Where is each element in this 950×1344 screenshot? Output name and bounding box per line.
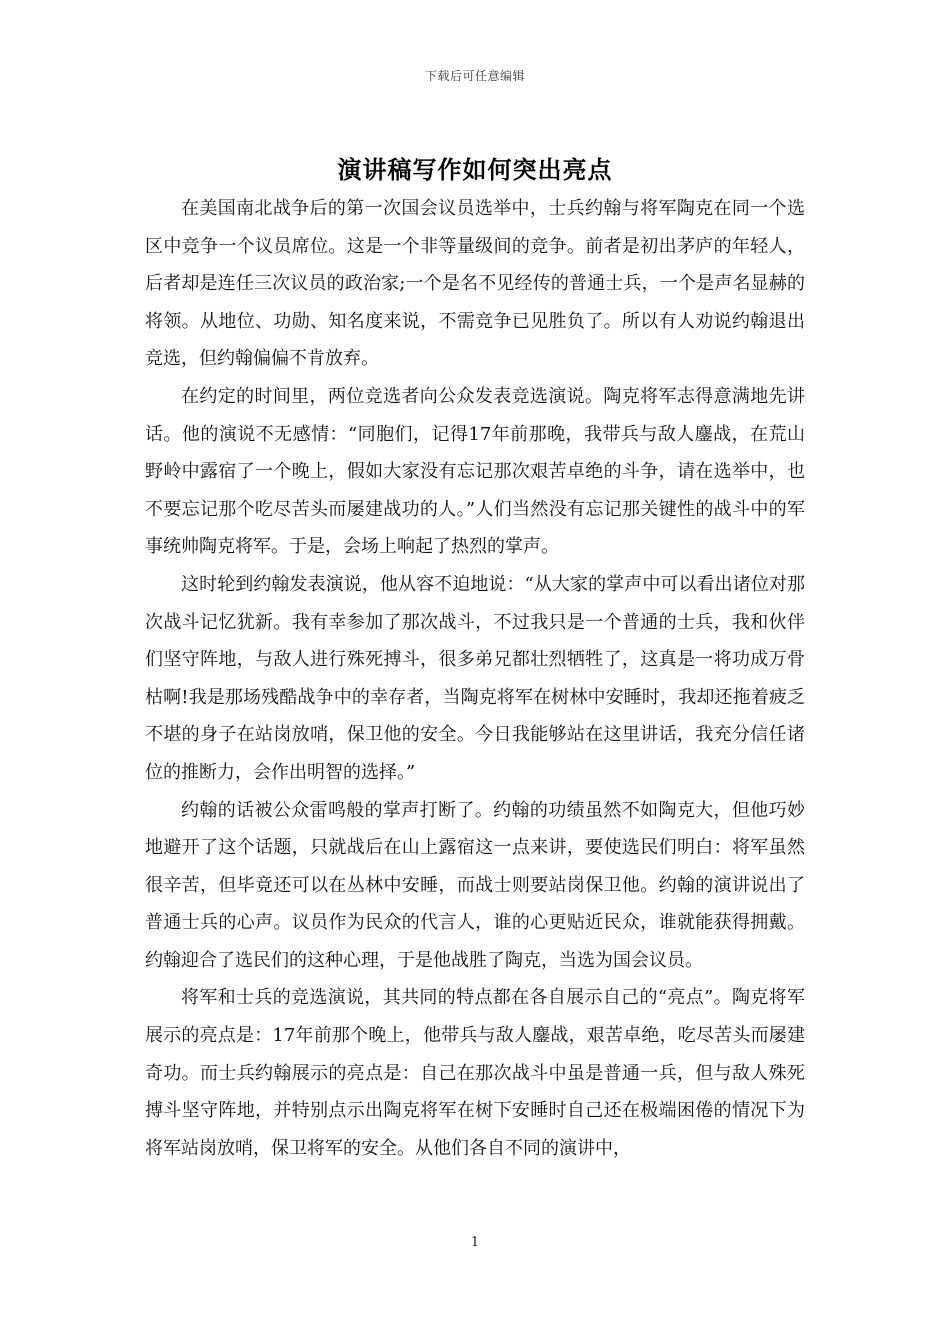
paragraph-4: 约翰的话被公众雷鸣般的掌声打断了。约翰的功绩虽然不如陶克大，但他巧妙地避开了这个话题，只就战后在山上露宿这一点来讲，要使选民们明白：将军虽然很辛苦，但毕竟还可以在丛林中安睡，而战士则要站岗保卫他。约翰的演讲说出了普通士兵的心声。议员作为民众的代言人，谁的心更贴近民众，谁就能获得拥戴。约翰迎合了选民们的这种心理，于是他战胜了陶克，当选为国会议员。 [145,799,805,971]
paragraph-5: 将军和士兵的竞选演说，其共同的特点都在各自展示自己的“亮点”。陶克将军展示的亮点是：17年前那个晚上，他带兵与敌人鏖战，艰苦卓绝，吃尽苦头而屡建奇功。而士兵约翰展示的亮点是：自己在那次战斗中虽是普通一兵，但与敌人殊死搏斗坚守阵地，并特别点示出陶克将军在树下安睡时自己还在极端困倦的情况下为将军站岗放哨，保卫将军的安全。从他们各自不同的演讲中， [145,987,805,1159]
paragraph-1: 在美国南北战争后的第一次国会议员选举中，士兵约翰与将军陶克在同一个选区中竞争一个议员席位。这是一个非等量级间的竞争。前者是初出茅庐的年轻人，后者却是连任三次议员的政治家;一个是名不见经传的普通士兵，一个是声名显赫的将领。从地位、功勋、知名度来说，不需竞争已见胜负了。所以有人劝说约翰退出竞选，但约翰偏偏不肯放弃。 [145,198,805,370]
header-note: 下载后可任意编辑 [424,69,525,83]
paragraph-2: 在约定的时间里，两位竞选者向公众发表竞选演说。陶克将军志得意满地先讲话。他的演说不无感情：“同胞们，记得17年前那晚，我带兵与敌人鏖战，在荒山野岭中露宿了一个晚上，假如大家没有忘记那次艰苦卓绝的斗争，请在选举中，也不要忘记那个吃尽苦头而屡建战功的人。”人们当然没有忘记那关键性的战斗中的军事统帅陶克将军。于是，会场上响起了热烈的掌声。 [145,385,805,558]
document-title: 演讲稿写作如何突出亮点 [337,155,613,184]
document-body [145,190,805,1167]
page-number: 1 [470,1235,480,1250]
paragraph-3: 这时轮到约翰发表演说，他从容不迫地说：“从大家的掌声中可以看出诸位对那次战斗记忆犹新。我有幸参加了那次战斗，不过我只是一个普通的士兵，我和伙伴们坚守阵地，与敌人进行殊死搏斗，很多弟兄都壮烈牺牲了，这真是一将功成万骨枯啊!我是那场残酷战争中的幸存者，当陶克将军在树林中安睡时，我却还拖着疲乏不堪的身子在站岗放哨，保卫他的安全。今日我能够站在这里讲话，我充分信任诸位的推断力，会作出明智的选择。” [145,573,805,783]
